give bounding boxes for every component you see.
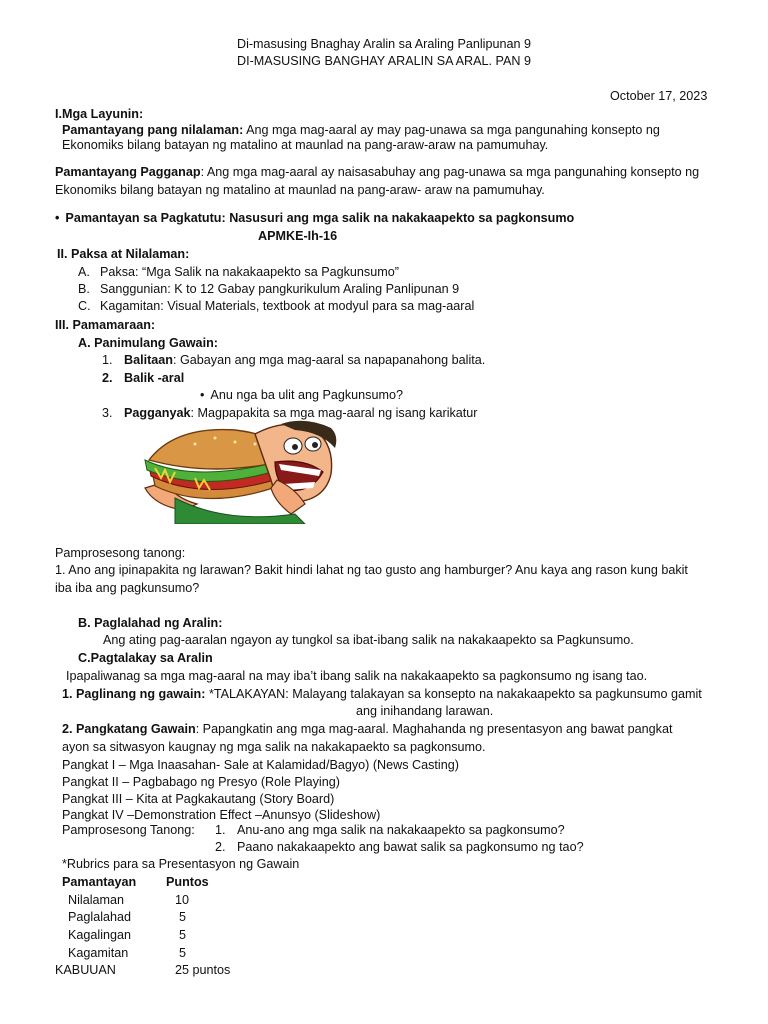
pamantayan-pagkatuto: • Pamantayan sa Pagkatutu: Nasusuri ang mga salik na nakakaapekto sa pagkonsumo	[55, 210, 574, 226]
document-subtitle: DI-MASUSING BANGHAY ARALIN SA ARAL. PAN 9	[237, 54, 531, 68]
pangkat-item: Pangkat II – Pagbabago ng Presyo (Role Playing)	[62, 775, 340, 789]
rubrics-total-label: KABUUAN	[55, 963, 116, 977]
pangkat-item: Pangkat III – Kita at Pagkakautang (Story Board)	[62, 792, 335, 806]
paksa-item: B. Sanggunian: K to 12 Gabay pangkurikulum Araling Panlipunan 9	[78, 282, 460, 296]
pamantayang-pagganap-cont: Ekonomiks bilang batayan ng matalino at maunlad na pang-araw- araw na pamumuhay.	[55, 183, 545, 197]
pagganyak-item: 3. Pagganyak: Magpapakita sa mga mag-aaral ng isang karikatur	[102, 406, 478, 420]
rubrics-row-name: Paglalahad	[68, 910, 132, 924]
rubrics-row-name: Kagamitan	[68, 946, 129, 960]
pangkat-item: Pangkat I – Mga Inaasahan- Sale at Kalamidad/Bagyo) (News Casting)	[62, 758, 459, 772]
tanong-item: 1. Anu-ano ang mga salik na nakakaapekto sa pagkonsumo?	[215, 823, 565, 837]
pangkatang-gawain-cont: ayon sa sitwasyon kaugnay ng mga salik na nakakapaekto sa pagkonsumo.	[62, 740, 486, 754]
rubrics-total-value: 25 puntos	[175, 963, 231, 977]
hamburger-eating-cartoon-icon	[135, 418, 345, 524]
rubrics-row-points: 5	[179, 946, 187, 960]
paglalahad-heading: B. Paglalahad ng Aralin:	[78, 616, 223, 630]
pamprosesong-tanong-label: Pamprosesong Tanong:	[62, 823, 195, 837]
pamantayang-nilalaman: Pamantayang pang nilalaman: Ang mga mag-aaral ay may pag-unawa sa mga pangunahing konsepto ng	[62, 123, 660, 137]
pamantayang-pagganap: Pamantayang Pagganap: Ang mga mag-aaral ay naisasabuhay ang pag-unawa sa mga pangunahing konsepto ng	[55, 165, 700, 179]
document-date: October 17, 2023	[610, 89, 708, 103]
balik-aral-question: • Anu nga ba ulit ang Pagkunsumo?	[200, 387, 403, 403]
competency-code: APMKE-Ih-16	[258, 229, 338, 243]
paksa-item: A. Paksa: “Mga Salik na nakakaapekto sa Pagkunsumo”	[78, 265, 399, 279]
pamprosesong-tanong-line: 1. Ano ang ipinapakita ng larawan? Bakit hindi lahat ng tao gusto ang hamburger? Anu kaya ang rason kung bakit	[55, 563, 688, 577]
document-title: Di-masusing Bnaghay Aralin sa Araling Panlipunan 9	[236, 37, 532, 51]
pagtalakay-heading: C.Pagtalakay sa Aralin	[78, 651, 213, 665]
rubrics-row-points: 5	[179, 928, 187, 942]
balitaan-item: 1. Balitaan: Gabayan ang mga mag-aaral sa napapanahong balita.	[102, 353, 486, 367]
rubrics-row-name: Kagalingan	[68, 928, 132, 942]
rubrics-row-name: Nilalaman	[68, 893, 124, 907]
rubrics-row-points: 5	[179, 910, 187, 924]
section-heading-paksa: II. Paksa at Nilalaman:	[57, 247, 190, 261]
paglinang-gawain: 1. Paglinang ng gawain: *TALAKAYAN: Malayang talakayan sa konsepto na nakakaapekto sa pagkunsumo gamit	[62, 687, 702, 701]
pangkatang-gawain: 2. Pangkatang Gawain: Papangkatin ang mga mag-aaral. Maghahanda ng presentasyon ang bawat pangkat	[62, 722, 673, 736]
pagtalakay-text: Ipapaliwanag sa mga mag-aaral na may iba’t ibang salik na nakakaapekto sa pagkonsumo ng isang tao.	[66, 669, 648, 683]
tanong-item: 2. Paano nakakaapekto ang bawat salik sa pagkonsumo ng tao?	[215, 840, 584, 854]
paksa-item: C. Kagamitan: Visual Materials, textbook at modyul para sa mag-aaral	[78, 299, 475, 313]
rubrics-col-pamantayan: Pamantayan	[62, 875, 137, 889]
pangkat-item: Pangkat IV –Demonstration Effect –Anunsyo (Slideshow)	[62, 808, 381, 822]
rubrics-row-points: 10	[175, 893, 190, 907]
paglinang-gawain-cont: ang inihandang larawan.	[356, 704, 494, 718]
rubrics-col-puntos: Puntos	[166, 875, 209, 889]
balik-aral-item: 2. Balik -aral	[102, 371, 185, 385]
pamantayang-nilalaman-cont: Ekonomiks bilang batayan ng matalino at maunlad na pang-araw-araw na pamumuhay.	[62, 138, 549, 152]
section-heading-layunin: I.Mga Layunin:	[55, 107, 144, 121]
section-heading-pamamaraan: III. Pamamaraan:	[55, 318, 156, 332]
pamprosesong-tanong-line: iba iba ang pagkunsumo?	[55, 581, 200, 595]
rubrics-title: *Rubrics para sa Presentasyon ng Gawain	[62, 857, 300, 871]
pamprosesong-tanong-heading: Pamprosesong tanong:	[55, 546, 186, 560]
panimulang-gawain-heading: A. Panimulang Gawain:	[78, 336, 218, 350]
paglalahad-text: Ang ating pag-aaralan ngayon ay tungkol sa ibat-ibang salik na nakakaapekto sa Pagkunsumo.	[103, 633, 634, 647]
